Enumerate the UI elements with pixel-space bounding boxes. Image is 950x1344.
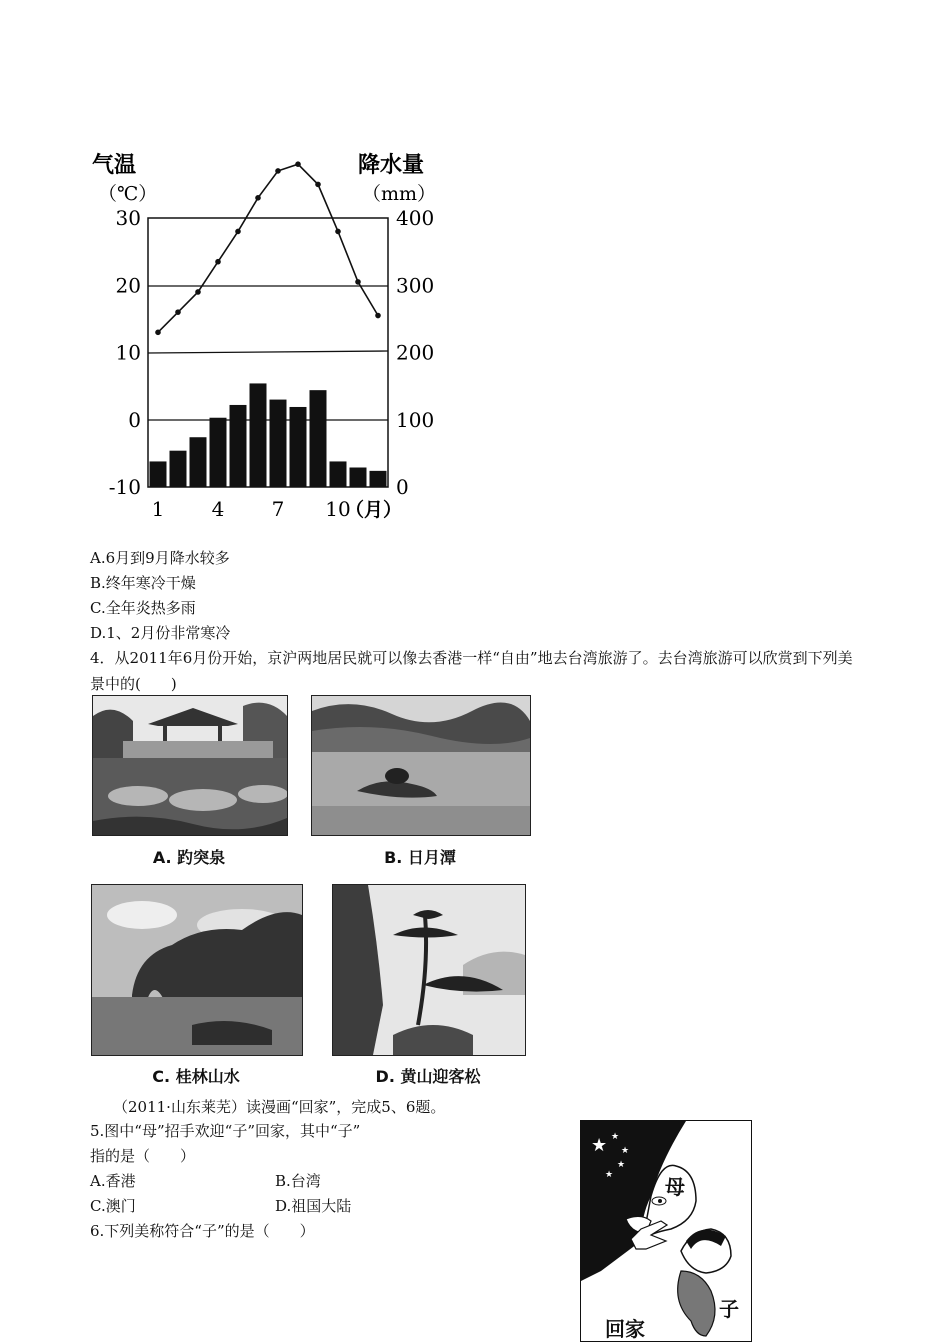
precipitation-bar <box>310 390 327 487</box>
precipitation-tick-label: 200 <box>396 340 435 365</box>
temperature-point <box>375 313 381 319</box>
precipitation-bar <box>270 400 287 487</box>
caption-a: A. 趵突泉 <box>152 848 226 867</box>
temperature-point <box>335 229 341 235</box>
q5-option-a: A.香港 <box>90 1172 136 1190</box>
precipitation-bar <box>250 383 267 487</box>
temperature-tick-labels <box>109 206 141 499</box>
temperature-point <box>315 182 321 188</box>
temperature-point <box>355 279 361 285</box>
month-tick-label: 1 <box>151 497 165 521</box>
precipitation-tick-labels <box>396 206 434 499</box>
q3-option-d: D.1、2月份非常寒冷 <box>90 624 231 642</box>
photo-huangshan-pine <box>332 884 526 1056</box>
caption-b: B. 日月潭 <box>384 848 456 867</box>
precipitation-tick-label: 100 <box>396 407 435 432</box>
precipitation-bar <box>370 471 387 487</box>
temperature-tick-label: 30 <box>115 206 141 230</box>
temperature-curve <box>158 164 378 332</box>
q4-question: 4．从2011年6月份开始，京沪两地居民就可以像去香港一样“自由”地去台湾旅游了。去台湾旅游可以欣赏到下列美景中的( ) <box>90 649 853 693</box>
q5-option-b: B.台湾 <box>275 1172 321 1190</box>
precipitation-axis-unit: （mm） <box>362 183 437 205</box>
precipitation-bar <box>170 451 187 487</box>
photo-baotu-spring <box>92 695 288 836</box>
caption-d: D. 黄山迎客松 <box>375 1067 481 1086</box>
q6-question: 6.下列美称符合“子”的是（ ） <box>90 1222 315 1240</box>
intro-line: （2011·山东莱芜）读漫画“回家”，完成5、6题。 <box>113 1098 446 1116</box>
precipitation-tick-label: 400 <box>396 206 435 230</box>
temperature-tick-label: 10 <box>115 340 141 365</box>
temperature-tick-label: -10 <box>108 475 141 499</box>
star-icon: ★ <box>611 1132 620 1142</box>
month-tick-labels <box>152 497 351 521</box>
cartoon-label-mother: 母 <box>665 1175 685 1199</box>
temperature-point <box>175 309 181 315</box>
star-icon: ★ <box>591 1135 608 1156</box>
precipitation-bar <box>150 461 167 487</box>
month-tick-label: 7 <box>271 497 285 521</box>
temperature-point <box>215 259 221 265</box>
star-icon: ★ <box>621 1146 630 1156</box>
q3-option-a: A.6月到9月降水较多 <box>90 549 230 567</box>
star-icon: ★ <box>605 1170 614 1180</box>
gridline <box>148 351 388 353</box>
precipitation-bar <box>190 437 207 487</box>
temperature-point <box>195 289 201 295</box>
precipitation-bars <box>150 383 387 487</box>
q5-option-d: D.祖国大陆 <box>275 1197 352 1215</box>
temperature-point <box>155 330 161 336</box>
q3-option-b: B.终年寒冷干燥 <box>90 574 196 592</box>
precipitation-tick-label: 300 <box>396 273 435 298</box>
cartoon-title: 回家 <box>605 1317 645 1341</box>
temperature-tick-label: 0 <box>128 407 141 432</box>
temperature-axis-title: 气温 <box>92 152 137 178</box>
temperature-line <box>155 161 381 335</box>
star-icon: ★ <box>617 1160 626 1170</box>
month-tick-label: 4 <box>211 497 225 521</box>
q5-option-c: C.澳门 <box>90 1197 136 1215</box>
temperature-point <box>235 229 241 235</box>
temperature-point <box>295 161 301 167</box>
precipitation-bar <box>290 407 307 487</box>
precipitation-bar <box>350 467 367 487</box>
homecoming-cartoon <box>580 1120 752 1342</box>
temperature-point <box>255 195 261 201</box>
temperature-point <box>275 168 281 174</box>
q3-option-c: C.全年炎热多雨 <box>90 599 196 617</box>
climate-chart <box>85 145 445 530</box>
precipitation-bar <box>210 418 227 487</box>
temperature-tick-label: 20 <box>115 273 141 298</box>
month-axis-unit: （月） <box>345 499 403 521</box>
q5-question-line1: 5.图中“母”招手欢迎“子”回家，其中“子” <box>90 1122 361 1140</box>
precipitation-bar <box>330 461 347 487</box>
q5-question-line2: 指的是（ ） <box>90 1147 196 1165</box>
cartoon-label-child: 子 <box>719 1297 739 1321</box>
photo-sun-moon-lake <box>311 695 531 836</box>
precipitation-tick-label: 0 <box>396 475 409 499</box>
photo-guilin <box>91 884 303 1056</box>
month-tick-label: 10 <box>325 497 351 521</box>
precipitation-bar <box>230 405 247 487</box>
caption-c: C. 桂林山水 <box>152 1067 240 1086</box>
precipitation-axis-title: 降水量 <box>358 152 425 178</box>
temperature-axis-unit: （℃） <box>98 183 158 205</box>
